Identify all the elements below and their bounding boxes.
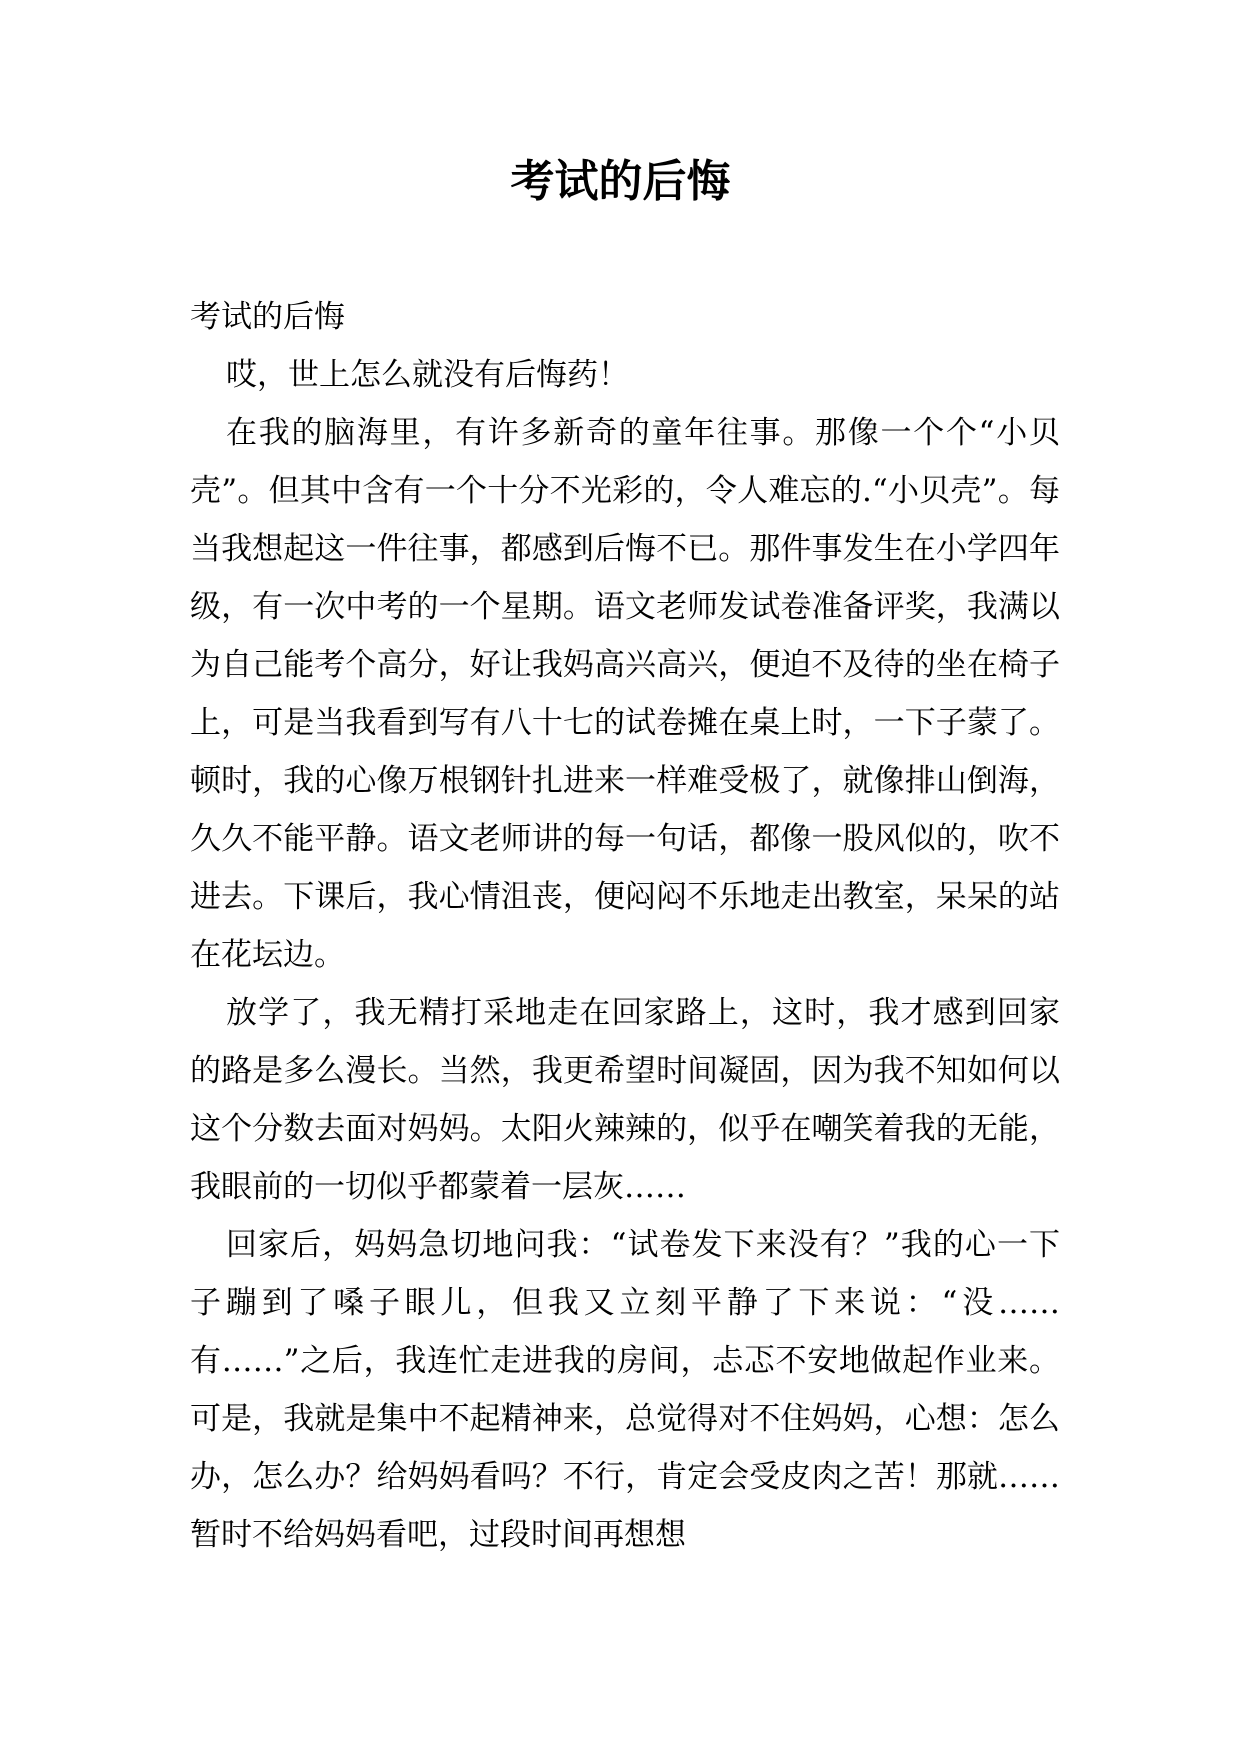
paragraph-4: 回家后，妈妈急切地问我：“试卷发下来没有？”我的心一下子蹦到了嗓子眼儿，但我又立刻平静了下来说：“没……有……”之后，我连忙走进我的房间，忐忑不安地做起作业来。可是，我就是集中不起精神来，总觉得对不住妈妈，心想：怎么办，怎么办？给妈妈看吗？不行，肯定会受皮肉之苦！那就……暂时不给妈妈看吧，过段时间再想想 [190,1227,1060,1553]
article-heading: 考试的后悔 [190,299,345,335]
paragraph-1: 哎，世上怎么就没有后悔药！ [226,357,629,393]
document-body [190,288,1060,1564]
document-title: 考试的后悔 [510,156,731,207]
paragraph-2: 在我的脑海里，有许多新奇的童年往事。那像一个个“小贝壳”。但其中含有一个十分不光彩的，令人难忘的.“小贝壳”。每当我想起这一件往事，都感到后悔不已。那件事发生在小学四年级，有一次中考的一个星期。语文老师发试卷准备评奖，我满以为自己能考个高分，好让我妈高兴高兴，便迫不及待的坐在椅子上，可是当我看到写有八十七的试卷摊在桌上时，一下子蒙了。顿时，我的心像万根钢针扎进来一样难受极了，就像排山倒海，久久不能平静。语文老师讲的每一句话，都像一股风似的，吹不进去。下课后，我心情沮丧，便闷闷不乐地走出教室，呆呆的站在花坛边。 [190,415,1060,973]
paragraph-3: 放学了，我无精打采地走在回家路上，这时，我才感到回家的路是多么漫长。当然，我更希望时间凝固，因为我不知如何以这个分数去面对妈妈。太阳火辣辣的，似乎在嘲笑着我的无能，我眼前的一切似乎都蒙着一层灰…… [190,995,1060,1205]
